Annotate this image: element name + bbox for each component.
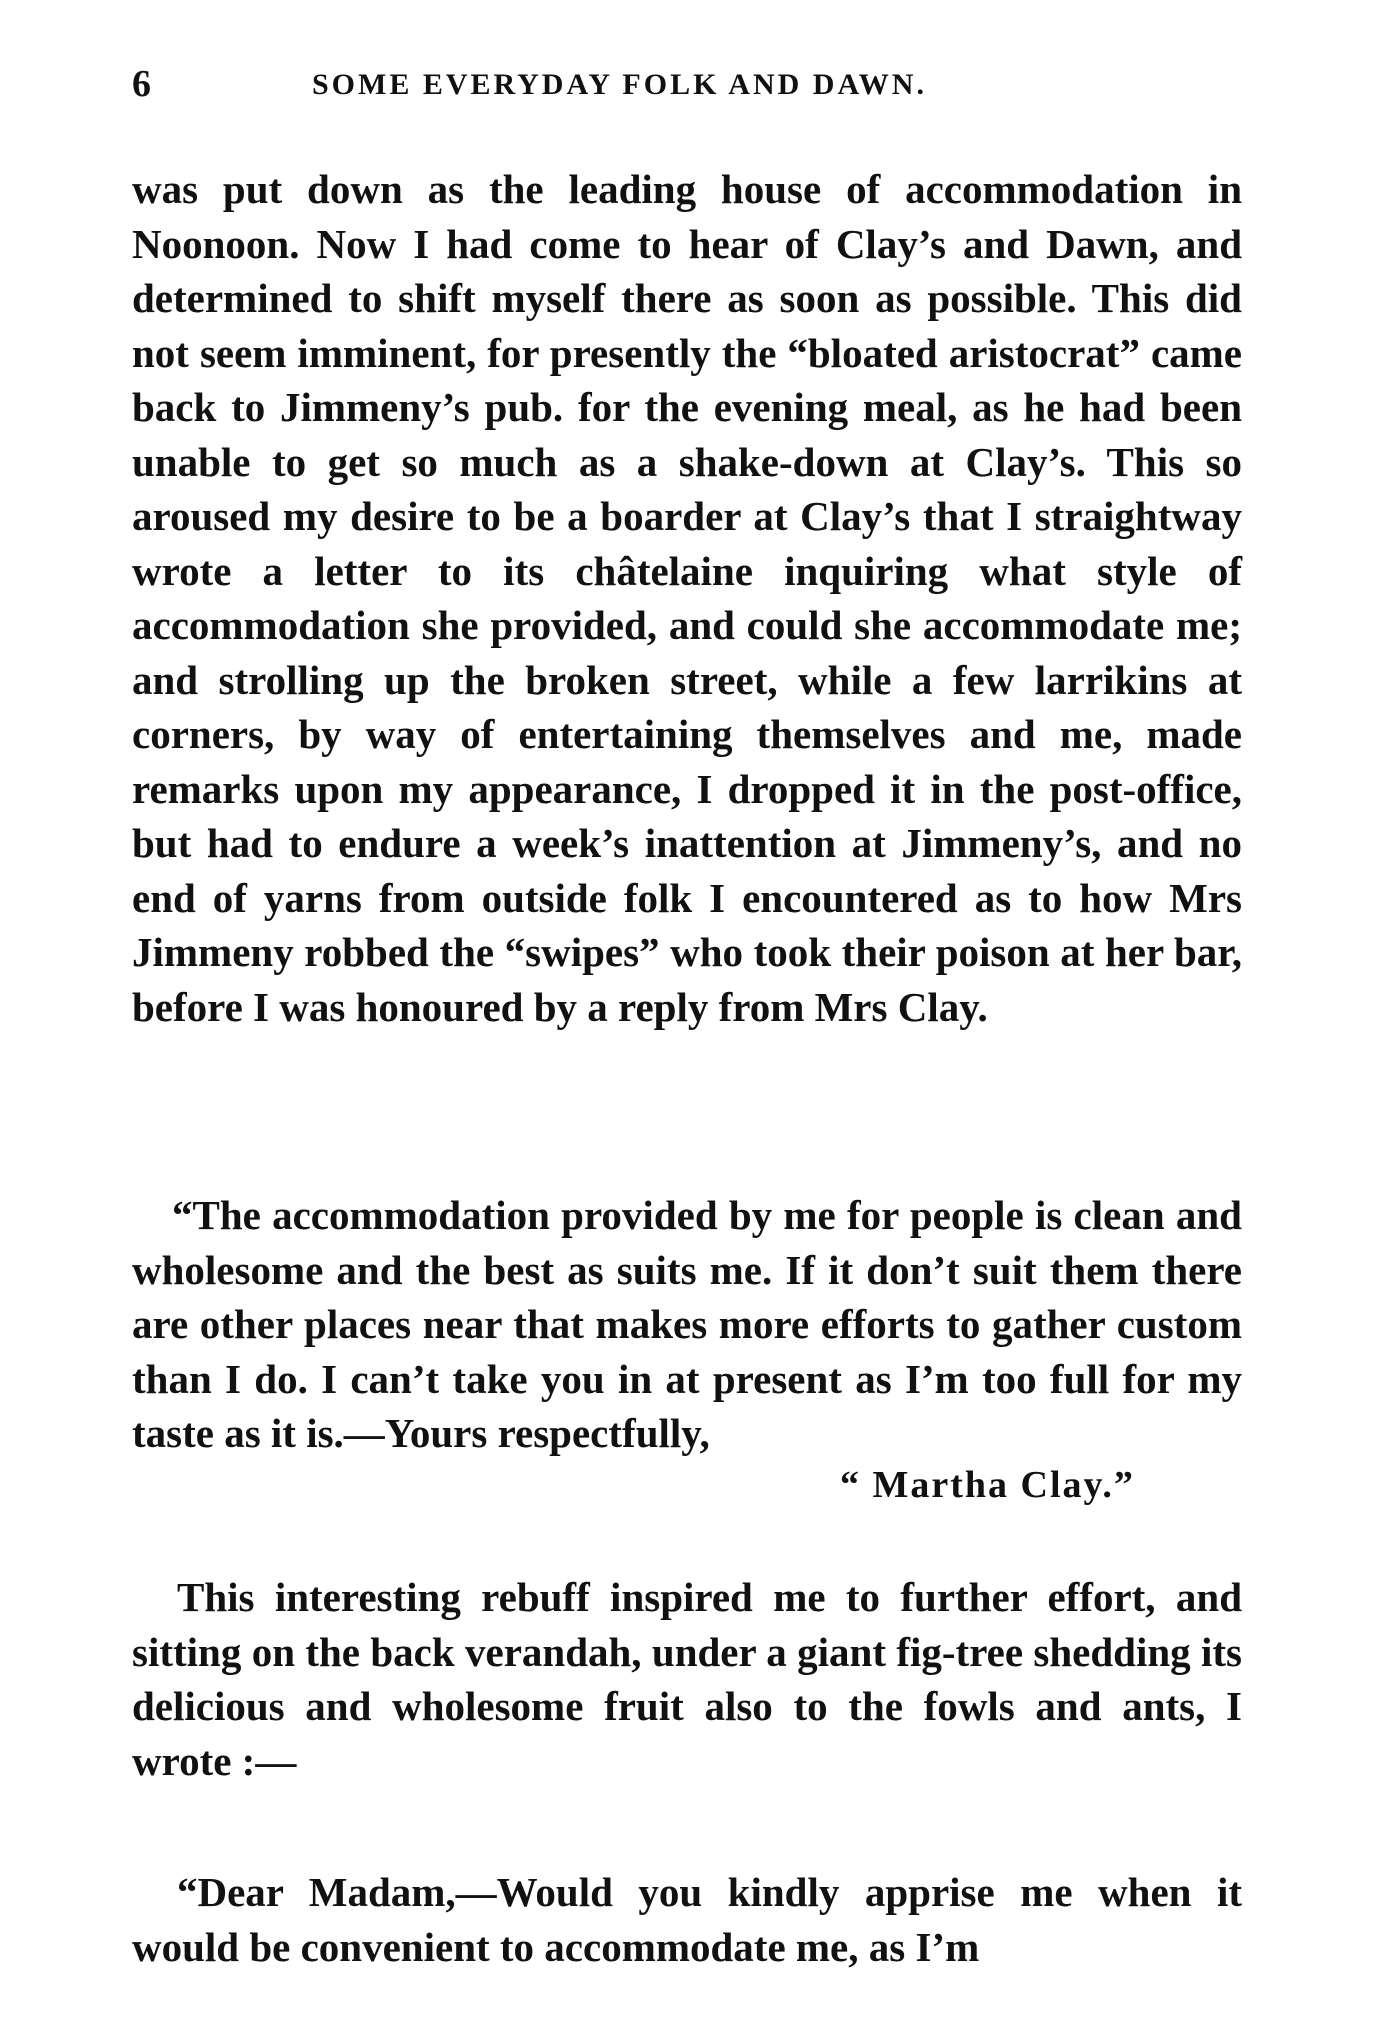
paragraph-3: This interesting rebuff inspired me to further effort, and sitting on the back verandah, under a giant fig-tree shedding its delicious and wholesome fruit also to the fowls and ants, I wrote :— xyxy=(132,1574,1242,1784)
page-number: 6 xyxy=(132,63,151,105)
letter-opening: “Dear Madam,—Would you kindly apprise me when it would be convenient to accommodate me, as I’m xyxy=(132,1869,1242,1970)
running-title: SOME EVERYDAY FOLK AND DAWN. xyxy=(312,68,927,101)
paragraph-1: was put down as the leading house of accommodation in Noonoon. Now I had come to hear of Clay’s and Dawn, and determined to shift myself there as soon as possible. This did not seem imminent, for presently the “bloated aristocrat” came back to Jimmeny’s pub. for the evening meal, as he had been unable to get so much as a shake-down at Clay’s. This so aroused my desire to be a boarder at Clay’s that I straightway wrote a letter to its châtelaine inquiring what style of accommodation she provided, and could she accommodate me; and strolling up the broken street, while a few larrikins at corners, by way of entertaining themselves and me, made remarks upon my appearance, I dropped it in the post-office, but had to endure a week’s inattention at Jimmeny’s, and no end of yarns from outside folk I encountered as to how Mrs Jimmeny robbed the “swipes” who took their poison at her bar, before I was honoured by a reply from Mrs Clay. xyxy=(132,166,1242,1030)
page-header xyxy=(132,62,1252,122)
letter-signature: “ Martha Clay.” xyxy=(840,1464,1135,1506)
letter-reply: “The accommodation provided by me for people is clean and wholesome and the best as suits me. If it don’t suit them there are other places near that makes more efforts to gather custom than I do. I can’t take you in at present as I’m too full for my taste as it is.—Yours respectfully, xyxy=(132,1192,1242,1456)
